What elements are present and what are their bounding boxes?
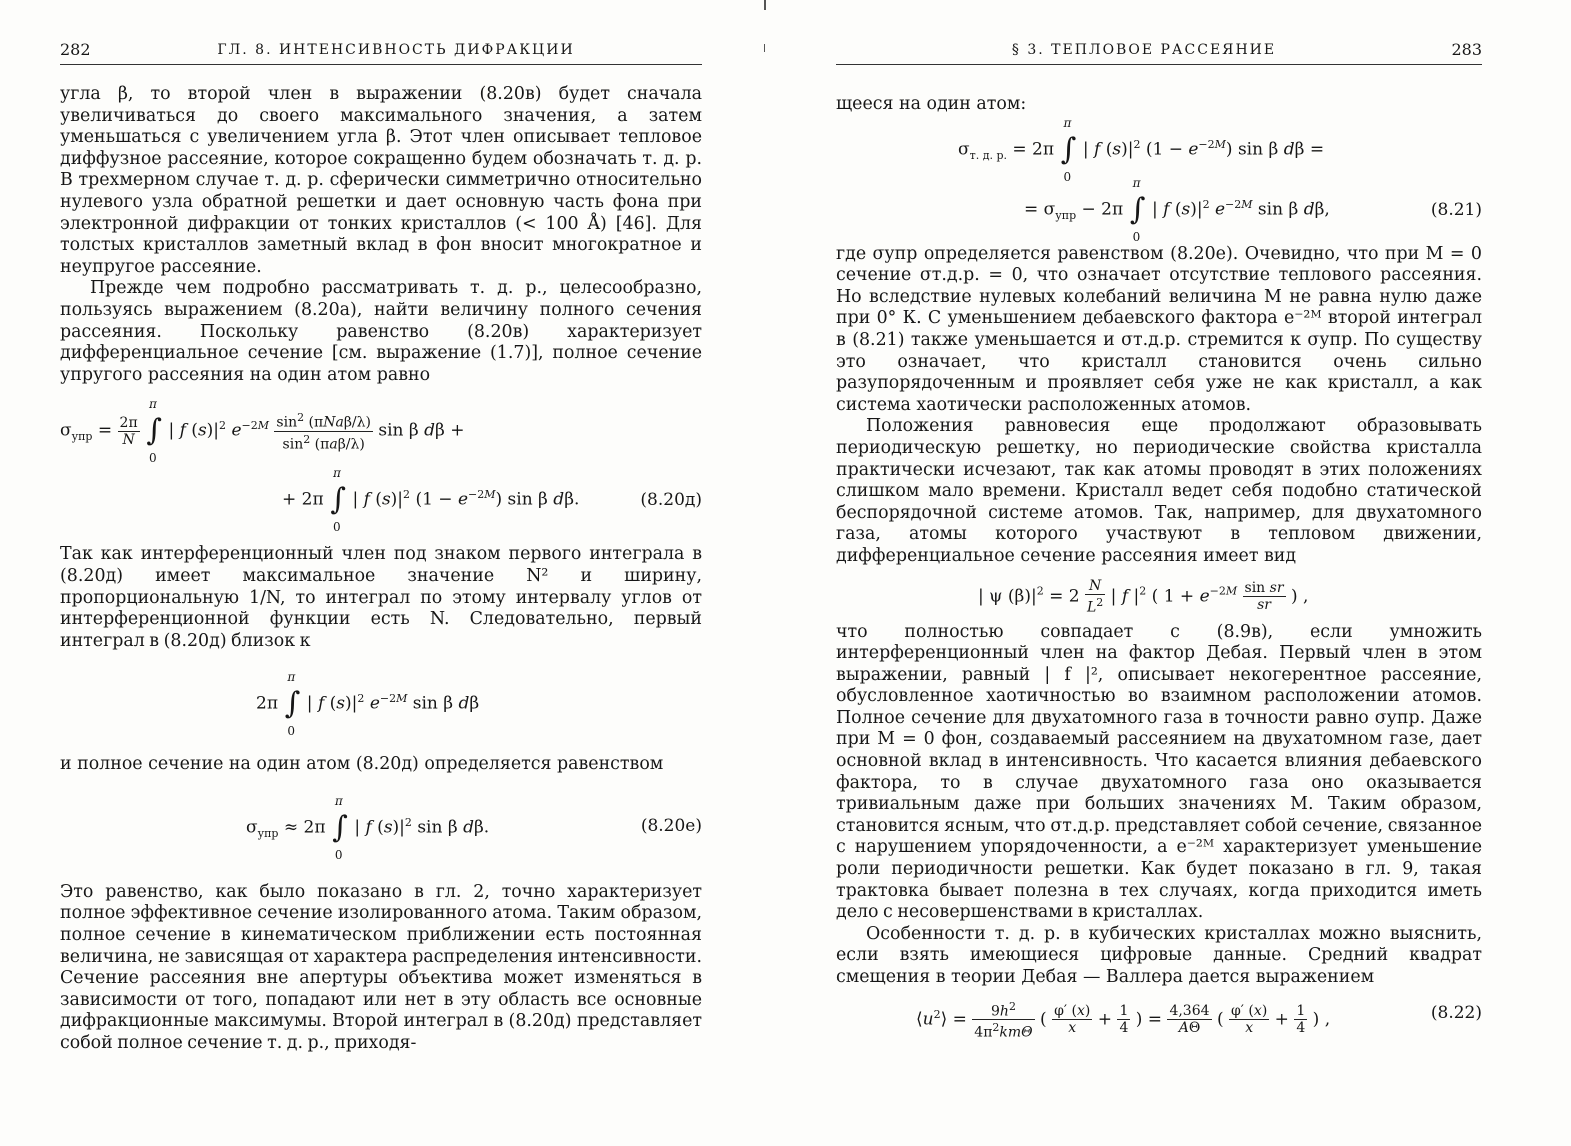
- left-para-2: Прежде чем подробно рассматривать т. д. р., целесообразно, пользуясь выражением (8.20а), найти величину полного сечения рассеяния. Поскольку равенство (8.20в) характеризует дифференциальное сечение [см. выражение (1.7)], полное сечение упругого рассеяния на один атом равно: [60, 278, 702, 385]
- equation-near-integral: 2π ∫ π 0 | f $(s)|^2$ $e^{-2M}$ sin β dβ: [256, 670, 480, 739]
- running-title-left: ГЛ. 8. ИНТЕНСИВНОСТЬ ДИФРАКЦИИ: [217, 42, 575, 58]
- equation-8-20e-label: (8.20е): [640, 815, 702, 836]
- left-para-4: и полное сечение на один атом (8.20д) определяется равенством: [60, 754, 664, 775]
- left-para-3: Так как интерференционный член под знаком первого интеграла в (8.20д) имеет максимальное значение N² и ширину, пропорциональную 1/N, то интеграл по этому интервалу углов от интерференционной функции есть N. Следовательно, первый интеграл в (8.20д) близок к: [60, 544, 702, 651]
- left-para-5: Это равенство, как было показано в гл. 2, точно характеризует полное эффективное сечение изолированного атома. Таким образом, полное сечение в кинематическом приближении есть постоянная величина, не зависящая от характера распределения интенсивности. Сечение рассеяния вне апертуры объектива может изменяться в зависимости от того, попадают или нет в эту область все основные дифракционные максимумы. Второй интеграл в (8.20д) представляет собой полное сечение т. д. р., приходя-: [60, 881, 702, 1054]
- gutter-mark-top: [764, 0, 766, 10]
- page-number-left: 282: [60, 40, 91, 59]
- right-para-4: что полностью совпадает с (8.9в), если умножить интерференционный член на фактор Дебая. Первый член в этом выражении, равный | f |², описывает некогерентное рассеяние, обусловленное хаотичностью во взаимном расположении атомов. Полное сечение для двухатомного газа в точности равно σупр. Даже при M = 0 фон, создаваемый рассеянием на двухатомном газе, дает основной вклад в интенсивность. Что касается влияния дебаевского фактора, то в случае двухатомного газа оно оказывается тривиальным даже при больших значениях M. Таким образом, становится ясным, что σт.д.р. представляет собой сечение, связанное с нарушением упорядоченности, а e⁻²ᴹ характеризует уменьшение роли периодичности решетки. Как будет показано в гл. 9, такая трактовка бывает полезна в тех случаях, когда приходится иметь дело с несовершенствами в кристаллах.: [836, 621, 1482, 923]
- right-page-body: [836, 94, 1482, 1043]
- page-number-right: 283: [1451, 40, 1482, 59]
- equation-8-21-label: (8.21): [1430, 199, 1482, 220]
- right-para-3: Положения равновесия еще продолжают образовывать периодическую решетку, но периодические свойства кристалла практически исчезают, так как атомы проводят в этих положениях слишком мало времени. Кристалл ведет себя подобно статической беспорядочной системе атомов. Так, например, для двухатомного газа, атомы которого участвуют в тепловом движении, дифференциальное сечение рассеяния имеет вид: [836, 416, 1482, 566]
- equation-8-20d-label: (8.20д): [640, 490, 702, 511]
- running-head-left: [60, 40, 702, 65]
- right-para-2: где σупр определяется равенством (8.20е). Очевидно, что при M = 0 сечение σт.д.р. = 0, что означает отсутствие теплового рассеяния. Но вследствие нулевых колебаний величина M не равна нулю даже при 0° К. С уменьшением дебаевского фактора e⁻²ᴹ второй интеграл в (8.21) также уменьшается и σт.д.р. стремится к σупр. По существу это означает, что кристалл становится очень сильно разупорядоченным и проявляет себя уже не как кристалл, а как система хаотически расположенных атомов.: [836, 243, 1482, 415]
- left-page-body: [60, 84, 702, 1055]
- equation-8-20e: $\sigma_{упр} \approx 2\pi$ ∫ π 0 | f $(s)|^2$ sin β dβ. (8.20е): [246, 794, 702, 863]
- running-head-right: [836, 40, 1482, 65]
- equation-8-22: $⟨u^2⟩$ = $\frac{9h^2}{4\pi^2km\Theta}$ ( $\frac{\varphi' (x)}{x}$ + $\frac{1}{4}$ ) = $\frac{4,364}{A\Theta}$ ( $\frac{\varphi' (x)}{x}$ + $\frac{1}{4}$ ) , (8.22): [916, 999, 1482, 1041]
- right-para-1: щееся на один атом:: [836, 94, 1027, 114]
- equation-8-22-label: (8.22): [1430, 1002, 1482, 1023]
- running-title-right: § 3. ТЕПЛОВОЕ РАССЕЯНИЕ: [1011, 42, 1277, 58]
- equation-8-21: $\sigma_{т. д. р.} = 2\pi$ ∫ π 0 | f $(s)|^2$ $(1 - e^{-2M})$ sin β dβ = = $\sigma_{упр} - 2\pi$ ∫ π 0 | f $(s)|^2$ $e^{-2M}$ sin β dβ, (8.21): [958, 115, 1482, 244]
- left-para-1: угла β, то второй член в выражении (8.20в) будет сначала увеличиваться до своего максимального значения, а затем уменьшаться с увеличением угла β. Этот член описывает тепловое диффузное рассеяние, которое сокращенно будем обозначать т. д. р. В трехмерном случае т. д. р. сферически симметрично относительно нулевого узла обратной решетки и дает основную часть фона при электронной дифракции от тонких кристаллов (< 100 Å) [46]. Для толстых кристаллов заметный вклад в фон вносит многократное и неупругое рассеяние.: [60, 84, 702, 277]
- equation-8-20d: $\sigma_{упр}$ = $\frac{2\pi}{N}$ ∫ π 0 | f $(s)|^2$ $e^{-2M}$ $\frac{\sin^2 (\pi Na\beta/\lambda)}{\sin^2 (\pi a\beta/\lambda)}$ sin β dβ + + 2π ∫ π 0 | f $(s)|^2$ $(1 - e^{-2M})$ sin β dβ. (8.20д): [60, 397, 702, 535]
- right-page: [836, 0, 1482, 1146]
- left-page: [60, 0, 702, 1146]
- gutter-mark-2: [764, 44, 765, 52]
- equation-two-atom-gas: | ψ $(\beta)|^2 = 2$ $\frac{N}{L^2}$ | f $|^2$ ( $1 + e^{-2M}$ $\frac{\text{sin sr}}{sr}$ ) ,: [978, 577, 1309, 616]
- right-para-5: Особенности т. д. р. в кубических кристаллах можно выяснить, если взять имеющиеся цифровые данные. Средний квадрат смещения в теории Дебая — Валлера дается выражением: [836, 923, 1482, 987]
